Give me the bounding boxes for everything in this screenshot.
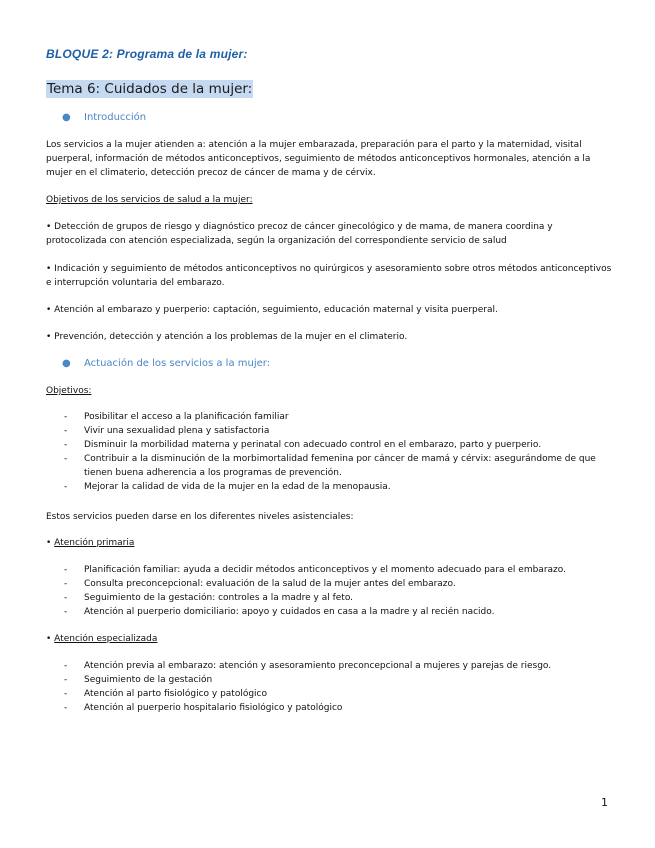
list-item: - Seguimiento de la gestación: controles a la madre y al feto. bbox=[64, 593, 354, 603]
dash-icon: - bbox=[64, 593, 68, 603]
specialized-list bbox=[46, 659, 612, 715]
objective-item: • Prevención, detección y atención a los problemas de la mujer en el climaterio. bbox=[46, 332, 408, 342]
list-item: - Atención previa al embarazo: atención y asesoramiento preconcepcional a mujeres y parejas de riesgo. bbox=[64, 661, 552, 671]
bullet-icon: ● bbox=[62, 112, 71, 123]
dash-icon: - bbox=[64, 579, 68, 589]
specialized-heading: Atención especializada bbox=[54, 634, 158, 644]
intro-paragraph: Los servicios a la mujer atienden a: atención a la mujer embarazada, preparación para el parto y la maternidad, visital puerperal, información de métodos anticonceptivos, seguimiento de métodos anticonceptivos hormonales, atención a la mujer en el climaterio, detección precoz de cáncer de mama y de cérvix. bbox=[46, 140, 591, 178]
block-title: BLOQUE 2: Programa de la mujer: bbox=[46, 47, 248, 61]
levels-intro: Estos servicios pueden darse en los diferentes niveles asistenciales: bbox=[46, 512, 354, 522]
bullet-glyph: • bbox=[46, 538, 55, 548]
objetivos-heading: Objetivos: bbox=[46, 386, 92, 396]
dash-icon: - bbox=[64, 454, 68, 464]
specialized-heading-line bbox=[46, 632, 612, 646]
list-item: - Atención al parto fisiológico y patológico bbox=[64, 689, 268, 699]
section-label: Actuación de los servicios a la mujer: bbox=[84, 358, 271, 369]
dash-icon: - bbox=[64, 607, 68, 617]
list-item: - Contribuir a la disminución de la morbimortalidad femenina por cáncer de mamá y cérvix: asegurándome de que tienen buena adherencia a los programas de prevención. bbox=[64, 454, 596, 478]
objective-item: • Atención al embarazo y puerperio: captación, seguimiento, educación maternal y visita puerperal. bbox=[46, 305, 498, 315]
primary-list bbox=[46, 563, 612, 619]
list-item: - Planificación familiar: ayuda a decidir métodos anticonceptivos y el momento adecuado para el embarazo. bbox=[64, 565, 566, 575]
primary-heading-line bbox=[46, 536, 612, 550]
objectives-heading: Objetivos de los servicios de salud a la mujer: bbox=[46, 195, 253, 205]
primary-heading: Atención primaria bbox=[54, 538, 135, 548]
list-item: - Vivir una sexualidad plena y satisfactoria bbox=[64, 426, 270, 436]
section-actuacion bbox=[62, 357, 270, 370]
dash-icon: - bbox=[64, 565, 68, 575]
list-item: - Disminuir la morbilidad materna y perinatal con adecuado control en el embarazo, parto y puerperio. bbox=[64, 440, 542, 450]
dash-icon: - bbox=[64, 412, 68, 422]
objective-item: • Indicación y seguimiento de métodos anticonceptivos no quirúrgicos y asesoramiento sobre otros métodos anticonceptivos e interrupción voluntaria del embarazo. bbox=[46, 264, 612, 288]
objetivos-list bbox=[46, 410, 612, 494]
list-item: - Atención al puerperio domiciliario: apoyo y cuidados en casa a la madre y al recién nacido. bbox=[64, 607, 495, 617]
tema-title: Tema 6: Cuidados de la mujer: bbox=[47, 81, 253, 97]
dash-icon: - bbox=[64, 482, 68, 492]
dash-icon: - bbox=[64, 440, 68, 450]
bullet-icon: ● bbox=[62, 358, 71, 369]
dash-icon: - bbox=[64, 703, 68, 713]
list-item: - Seguimiento de la gestación bbox=[64, 675, 213, 685]
dash-icon: - bbox=[64, 689, 68, 699]
list-item: - Atención al puerperio hospitalario fisiológico y patológico bbox=[64, 703, 343, 713]
section-introduccion bbox=[62, 111, 146, 124]
dash-icon: - bbox=[64, 661, 68, 671]
dash-icon: - bbox=[64, 426, 68, 436]
section-label: Introducción bbox=[84, 112, 147, 123]
dash-icon: - bbox=[64, 675, 68, 685]
list-item: - Posibilitar el acceso a la planificación familiar bbox=[64, 412, 289, 422]
list-item: - Mejorar la calidad de vida de la mujer en la edad de la menopausia. bbox=[64, 482, 391, 492]
page-number: 1 bbox=[601, 796, 608, 809]
bullet-glyph: • bbox=[46, 634, 55, 644]
list-item: - Consulta preconcepcional: evaluación de la salud de la mujer antes del embarazo. bbox=[64, 579, 456, 589]
objective-item: • Detección de grupos de riesgo y diagnóstico precoz de cáncer ginecológico y de mama, de manera coordina y protocolizada con atención especializada, según la organización del correspondiente servicio de salud bbox=[46, 222, 553, 246]
